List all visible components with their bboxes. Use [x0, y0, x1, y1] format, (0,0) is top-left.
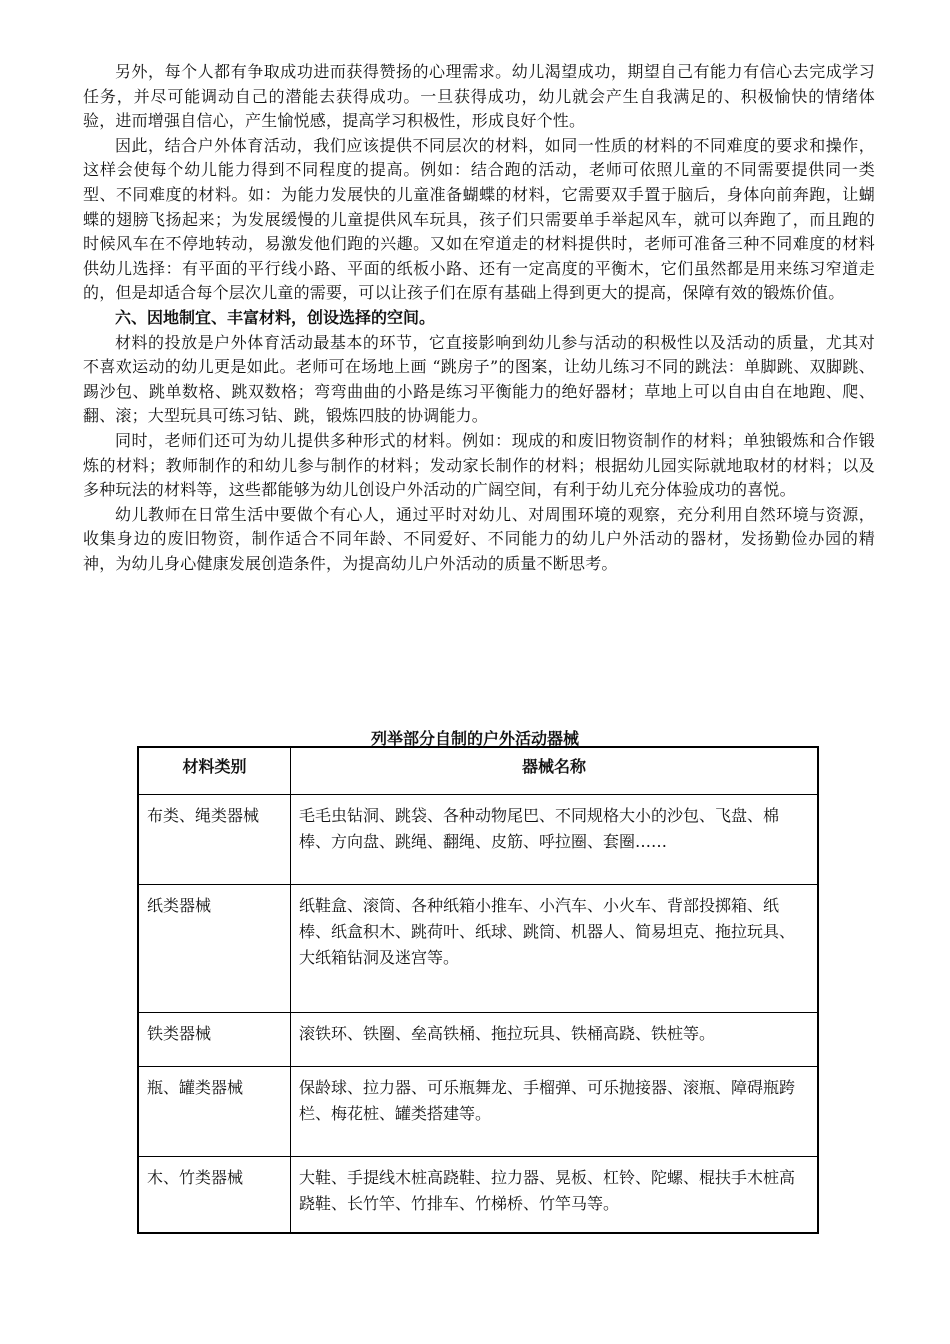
- cell-category: 布类、绳类器械: [138, 795, 291, 885]
- table-row: [138, 1157, 818, 1233]
- table-title: 列举部分自制的户外活动器械: [370, 729, 579, 748]
- paragraph: 同时，老师们还可为幼儿提供多种形式的材料。例如：现成的和废旧物资制作的材料；单独锻炼和合作锻炼的材料；教师制作的和幼儿参与制作的材料；发动家长制作的材料；根据幼儿园实际就地取材的材料；以及多种玩法的材料等，这些都能够为幼儿创设户外活动的广阔空间，有利于幼儿充分体验成功的喜悦。: [83, 430, 875, 500]
- table-row: [138, 1013, 818, 1067]
- cell-category: 纸类器械: [138, 885, 291, 1013]
- paragraph: 另外，每个人都有争取成功进而获得赞扬的心理需求。幼儿渴望成功，期望自己有能力有信心去完成学习任务，并尽可能调动自己的潜能去获得成功。一旦获得成功，幼儿就会产生自我满足的、积极愉快的情绪体验，进而增强自信心，产生愉悦感，提高学习积极性，形成良好个性。: [83, 62, 875, 131]
- cell-category: 瓶、罐类器械: [138, 1067, 291, 1157]
- table-row: [138, 885, 818, 1013]
- cell-category: 木、竹类器械: [138, 1157, 291, 1233]
- header-equipment: 器械名称: [291, 747, 819, 795]
- document-body: [83, 60, 875, 576]
- cell-items: 保龄球、拉力器、可乐瓶舞龙、手榴弹、可乐抛接器、滚瓶、障碍瓶跨栏、梅花桩、罐类搭建等。: [291, 1067, 819, 1157]
- table-row: [138, 1067, 818, 1157]
- paragraph: 材料的投放是户外体育活动最基本的环节，它直接影响到幼儿参与活动的积极性以及活动的质量，尤其对不喜欢运动的幼儿更是如此。老师可在场地上画 “跳房子”的图案，让幼儿练习不同的跳法：单脚跳、双脚跳、踢沙包、跳单数格、跳双数格；弯弯曲曲的小路是练习平衡能力的绝好器材；草地上可以自由自在地跑、爬、翻、滚；大型玩具可练习钻、跳，锻炼四肢的协调能力。: [83, 332, 875, 426]
- table-row: [138, 795, 818, 885]
- cell-items: 滚铁环、铁圈、垒高铁桶、拖拉玩具、铁桶高跷、铁桩等。: [291, 1013, 819, 1067]
- paragraph: 因此，结合户外体育活动，我们应该提供不同层次的材料，如同一性质的材料的不同难度的要求和操作，这样会使每个幼儿能力得到不同程度的提高。例如：结合跑的活动，老师可依照儿童的不同需要提供同一类型、不同难度的材料。如：为能力发展快的儿童准备蝴蝶的材料，它需要双手置于脑后，身体向前奔跑，让蝴蝶的翅膀飞扬起来；为发展缓慢的儿童提供风车玩具，孩子们只需要单手举起风车，就可以奔跑了，而且跑的时候风车在不停地转动，易激发他们跑的兴趣。又如在窄道走的材料提供时，老师可准备三种不同难度的材料供幼儿选择：有平面的平行线小路、平面的纸板小路、还有一定高度的平衡木，它们虽然都是用来练习窄道走的，但是却适合每个层次儿童的需要，可以让孩子们在原有基础上得到更大的提高，保障有效的锻炼价值。: [83, 135, 875, 303]
- table-header-row: [138, 747, 818, 795]
- cell-items: 毛毛虫钻洞、跳袋、各种动物尾巴、不同规格大小的沙包、飞盘、棉棒、方向盘、跳绳、翻绳、皮筋、呼拉圈、套圈……: [291, 795, 819, 885]
- paragraph: 幼儿教师在日常生活中要做个有心人，通过平时对幼儿、对周围环境的观察，充分利用自然环境与资源，收集身边的废旧物资，制作适合不同年龄、不同爱好、不同能力的幼儿户外活动的器材，发扬勤俭办园的精神，为幼儿身心健康发展创造条件，为提高幼儿户外活动的质量不断思考。: [83, 504, 875, 573]
- cell-items: 大鞋、手提线木桩高跷鞋、拉力器、晃板、杠铃、陀螺、棍扶手木桩高跷鞋、长竹竿、竹排车、竹梯桥、竹竿马等。: [291, 1157, 819, 1233]
- cell-category: 铁类器械: [138, 1013, 291, 1067]
- equipment-table: [137, 746, 819, 1234]
- cell-items: 纸鞋盒、滚筒、各种纸箱小推车、小汽车、小火车、背部投掷箱、纸棒、纸盒积木、跳荷叶、纸球、跳筒、机器人、简易坦克、拖拉玩具、大纸箱钻洞及迷宫等。: [291, 885, 819, 1013]
- header-category: 材料类别: [138, 747, 291, 795]
- section-heading: 六、因地制宜、丰富材料，创设选择的空间。: [115, 307, 436, 327]
